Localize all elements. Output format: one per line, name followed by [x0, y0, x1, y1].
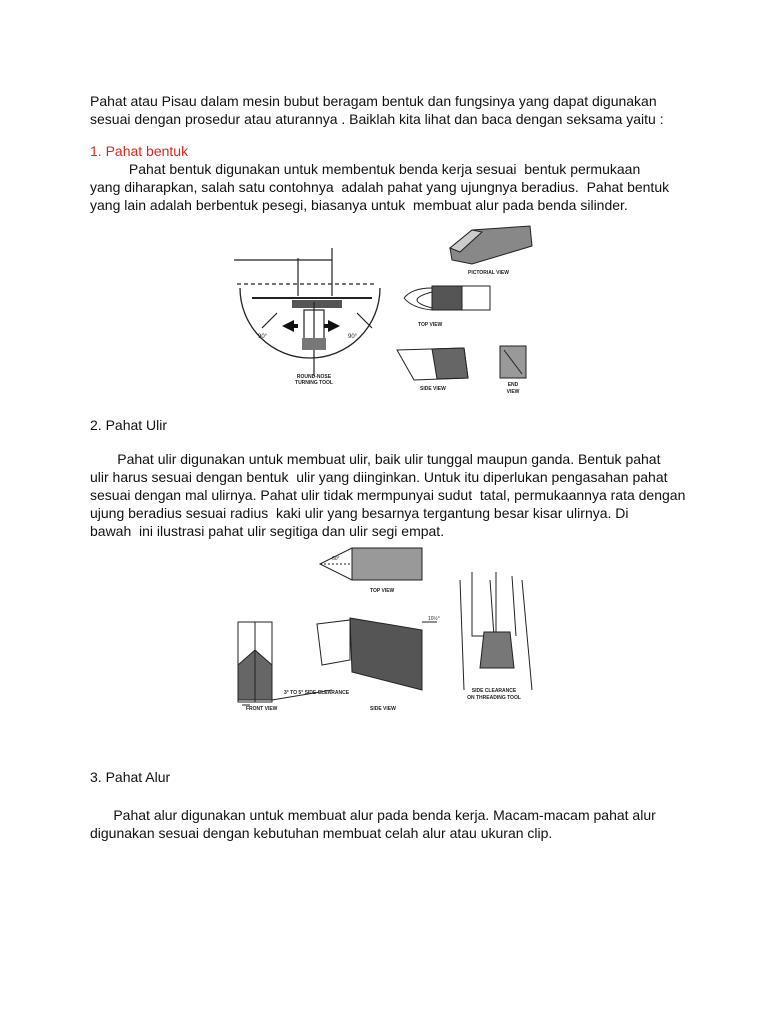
section2-line: Pahat ulir digunakan untuk membuat ulir, baik ulir tunggal maupun ganda. Bentuk pahat [90, 451, 661, 467]
thread-clearance-label: 3° TO 5° SIDE CLEARANCE [284, 690, 350, 696]
end-view-label: VIEW [506, 389, 520, 395]
thread-rake-label: 10½° [428, 616, 440, 622]
thread-top-view-label: TOP VIEW [370, 588, 395, 594]
section3-heading: 3. Pahat Alur [90, 769, 171, 785]
section2-line: sesuai dengan mal ulirnya. Pahat ulir tidak mermpunyai sudut tatal, permukaannya rata dengan [90, 487, 686, 503]
section2-line: ulir harus sesuai dengan bentuk ulir yang diinginkan. Untuk itu diperlukan pengasahan pahat [90, 469, 668, 485]
section1-line: Pahat bentuk digunakan untuk membentuk benda kerja sesuai bentuk permukaan [90, 161, 641, 177]
threading-tool-label: SIDE CLEARANCE [471, 688, 517, 694]
round-nose-label: TURNING TOOL [295, 380, 333, 386]
side-view-drawing [397, 348, 468, 380]
form-tool-figure [232, 218, 542, 403]
thread-angle-label: 60° [332, 556, 340, 562]
top-view-label: TOP VIEW [418, 322, 443, 328]
section3-line: Pahat alur digunakan untuk membuat alur pada benda kerja. Macam-macam pahat alur [90, 807, 656, 823]
intro-line: sesuai dengan prosedur atau aturannya . Baiklah kita lihat dan baca dengan seksama yaitu : [90, 111, 664, 127]
round-nose-label: ROUND-NOSE [296, 374, 332, 380]
section1-line: yang lain adalah berbentuk pesegi, biasanya untuk membuat alur pada benda silinder. [90, 197, 628, 213]
round-nose-tool-drawing [234, 248, 380, 376]
intro-paragraph [90, 92, 690, 128]
pictorial-view-label: PICTORIAL VIEW [468, 270, 509, 276]
thread-side-view-drawing [272, 618, 437, 700]
intro-line: Pahat atau Pisau dalam mesin bubut beragam bentuk dan fungsinya yang dapat digunakan [90, 93, 657, 109]
top-view-drawing [404, 286, 490, 310]
section1-heading: 1. Pahat bentuk [90, 143, 189, 159]
side-view-label: SIDE VIEW [420, 386, 446, 392]
section2-line: ujung beradius sesuai radius kaki ulir yang besarnya tergantung besar kisar ulirnya. Di [90, 505, 629, 521]
end-view-drawing [500, 346, 526, 378]
threading-tool-label: ON THREADING TOOL [467, 695, 521, 701]
section3-paragraph [90, 806, 690, 842]
section1-line: yang diharapkan, salah satu contohnya adalah pahat yang ujungnya beradius. Pahat bentuk [90, 179, 670, 195]
section2-paragraph [90, 450, 690, 540]
thread-tool-figure [232, 540, 542, 720]
section1-paragraph [90, 160, 690, 214]
section3-line: digunakan sesuai dengan kebutuhan membuat celah alur atau ukuran clip. [90, 825, 553, 841]
thread-front-view-drawing [238, 622, 272, 705]
thread-top-view-drawing [320, 548, 422, 580]
section2-line: bawah ini ilustrasi pahat ulir segitiga dan ulir segi empat. [90, 523, 445, 539]
angle-right-label: 90° [348, 334, 358, 340]
thread-side-view-label: SIDE VIEW [370, 706, 396, 712]
thread-front-view-label: FRONT VIEW [246, 706, 278, 712]
end-view-label: END [507, 382, 519, 388]
section2-heading: 2. Pahat Ulir [90, 417, 168, 433]
pictorial-view-drawing [450, 226, 532, 264]
threading-tool-drawing [460, 572, 532, 690]
angle-left-label: 90° [258, 334, 268, 340]
